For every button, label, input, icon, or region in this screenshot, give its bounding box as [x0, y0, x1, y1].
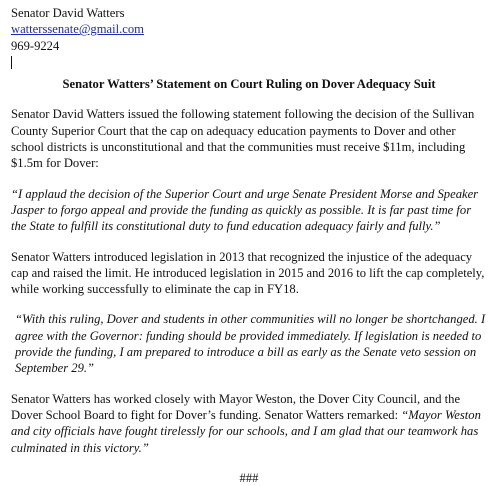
closing-paragraph — [11, 391, 487, 456]
contact-block — [11, 5, 487, 73]
document-page — [11, 5, 487, 486]
statement-title: Senator Watters’ Statement on Court Ruling on Dover Adequacy Suit — [62, 77, 436, 92]
text-cursor — [11, 56, 12, 69]
intro-paragraph: Senator David Watters issued the following statement following the decision of the Sullivan County Superior Court that the cap on adequacy education payments to Dover and other school districts is unconstitutional and that the communities must receive $11m, including $1.5m for Dover: — [11, 107, 475, 171]
contact-name: Senator David Watters — [11, 6, 125, 20]
closing-text: Senator Watters has worked closely with Mayor Weston, the Dover City Council, and the Dover School Board to fight for Dover’s funding. Senator Watters remarked: — [11, 391, 461, 422]
legislation-paragraph: Senator Watters introduced legislation in 2013 that recognized the injustice of the adequacy cap and raised the limit. He introduced legislation in 2015 and 2016 to lift the cap completely, while working successfully to eliminate the cap in FY18. — [11, 249, 485, 297]
contact-phone: 969-9224 — [11, 38, 60, 53]
quote-paragraph-1: “I applaud the decision of the Superior Court and urge Senate President Morse and Speaker Jasper to forgo appeal and provide the funding as quickly as possible. It is far past time for the State to fulfill its constitutional duty to fund education adequacy fairly and fully.” — [11, 186, 479, 234]
end-mark: ### — [239, 470, 259, 485]
closing-quote: “Mayor Weston and city officials have fought tirelessly for our schools, and I am glad that our teamwork has culminated in this victory.” — [11, 407, 481, 455]
quote-paragraph-2: “With this ruling, Dover and students in other communities will no longer be shortchanged. I agree with the Governor: funding should be provided immediately. If legislation is needed to provide the funding, I am prepared to introduce a bill as early as the Senate veto session on September 29.” — [15, 312, 486, 376]
contact-email-link[interactable]: watterssenate@gmail.com — [11, 22, 144, 37]
